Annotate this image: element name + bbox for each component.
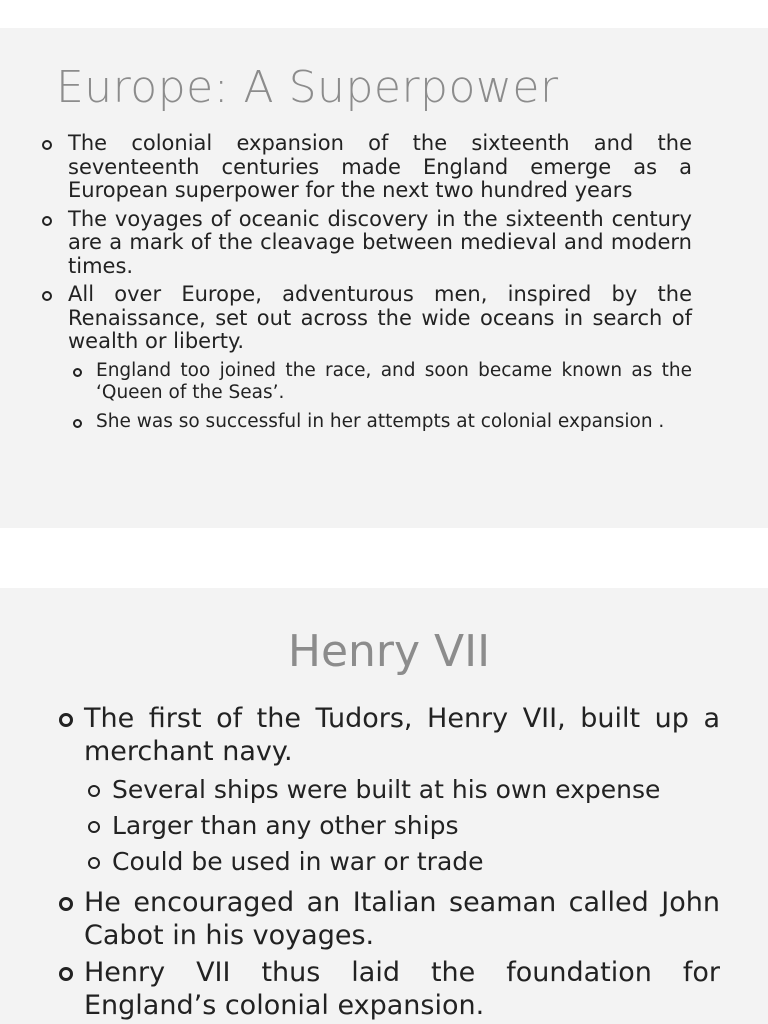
sub-bullet-list xyxy=(112,772,720,880)
slide-europe-superpower xyxy=(0,28,768,528)
bullet-item xyxy=(84,886,720,952)
sub-bullet-text: England too joined the race, and soon became known as the ‘Queen of the Seas’. xyxy=(96,359,692,403)
sub-bullet-list xyxy=(96,360,692,433)
sub-bullet-text: Several ships were built at his own expense xyxy=(112,775,661,804)
bullet-list xyxy=(68,132,692,440)
sub-bullet-circle-icon xyxy=(73,419,82,428)
bullet-item xyxy=(68,132,692,203)
sub-bullet-circle-icon xyxy=(73,368,82,377)
bullet-text: The colonial expansion of the sixteenth and the seventeenth centuries made England emerge as a European superpower for the next two hundred years xyxy=(68,131,692,202)
sub-bullet-circle-icon xyxy=(88,857,100,869)
bullet-item xyxy=(68,208,692,279)
bullet-text: Henry VII thus laid the foundation for England’s colonial expansion. xyxy=(84,957,720,1021)
slide-title: Europe: A Superpower xyxy=(56,62,559,113)
bullet-circle-icon xyxy=(59,967,73,981)
bullet-text: The first of the Tudors, Henry VII, built up a merchant navy. xyxy=(84,703,720,767)
sub-bullet-text: She was so successful in her attempts at colonial expansion . xyxy=(96,410,665,432)
bullet-item xyxy=(84,956,720,1022)
bullet-list xyxy=(84,702,720,1024)
sub-bullet-item xyxy=(112,772,720,808)
sub-bullet-item xyxy=(96,360,692,404)
sub-bullet-text: Larger than any other ships xyxy=(112,811,459,840)
bullet-item xyxy=(84,702,720,880)
bullet-circle-icon xyxy=(59,897,73,911)
slide-henry-vii xyxy=(0,588,768,1024)
bullet-circle-icon xyxy=(42,291,52,301)
sub-bullet-item xyxy=(112,808,720,844)
bullet-circle-icon xyxy=(42,216,52,226)
bullet-item xyxy=(68,283,692,433)
sub-bullet-text: Could be used in war or trade xyxy=(112,847,484,876)
bullet-text: All over Europe, adventurous men, inspired by the Renaissance, set out across the wide oceans in search of wealth or liberty. xyxy=(68,282,692,353)
sub-bullet-item xyxy=(112,844,720,880)
sub-bullet-item xyxy=(96,411,692,433)
slide-title: Henry VII xyxy=(287,626,491,677)
sub-bullet-circle-icon xyxy=(88,785,100,797)
bullet-text: He encouraged an Italian seaman called John Cabot in his voyages. xyxy=(84,887,720,951)
sub-bullet-circle-icon xyxy=(88,821,100,833)
bullet-circle-icon xyxy=(42,140,52,150)
bullet-circle-icon xyxy=(59,713,73,727)
bullet-text: The voyages of oceanic discovery in the sixteenth century are a mark of the cleavage between medieval and modern times. xyxy=(68,206,692,278)
